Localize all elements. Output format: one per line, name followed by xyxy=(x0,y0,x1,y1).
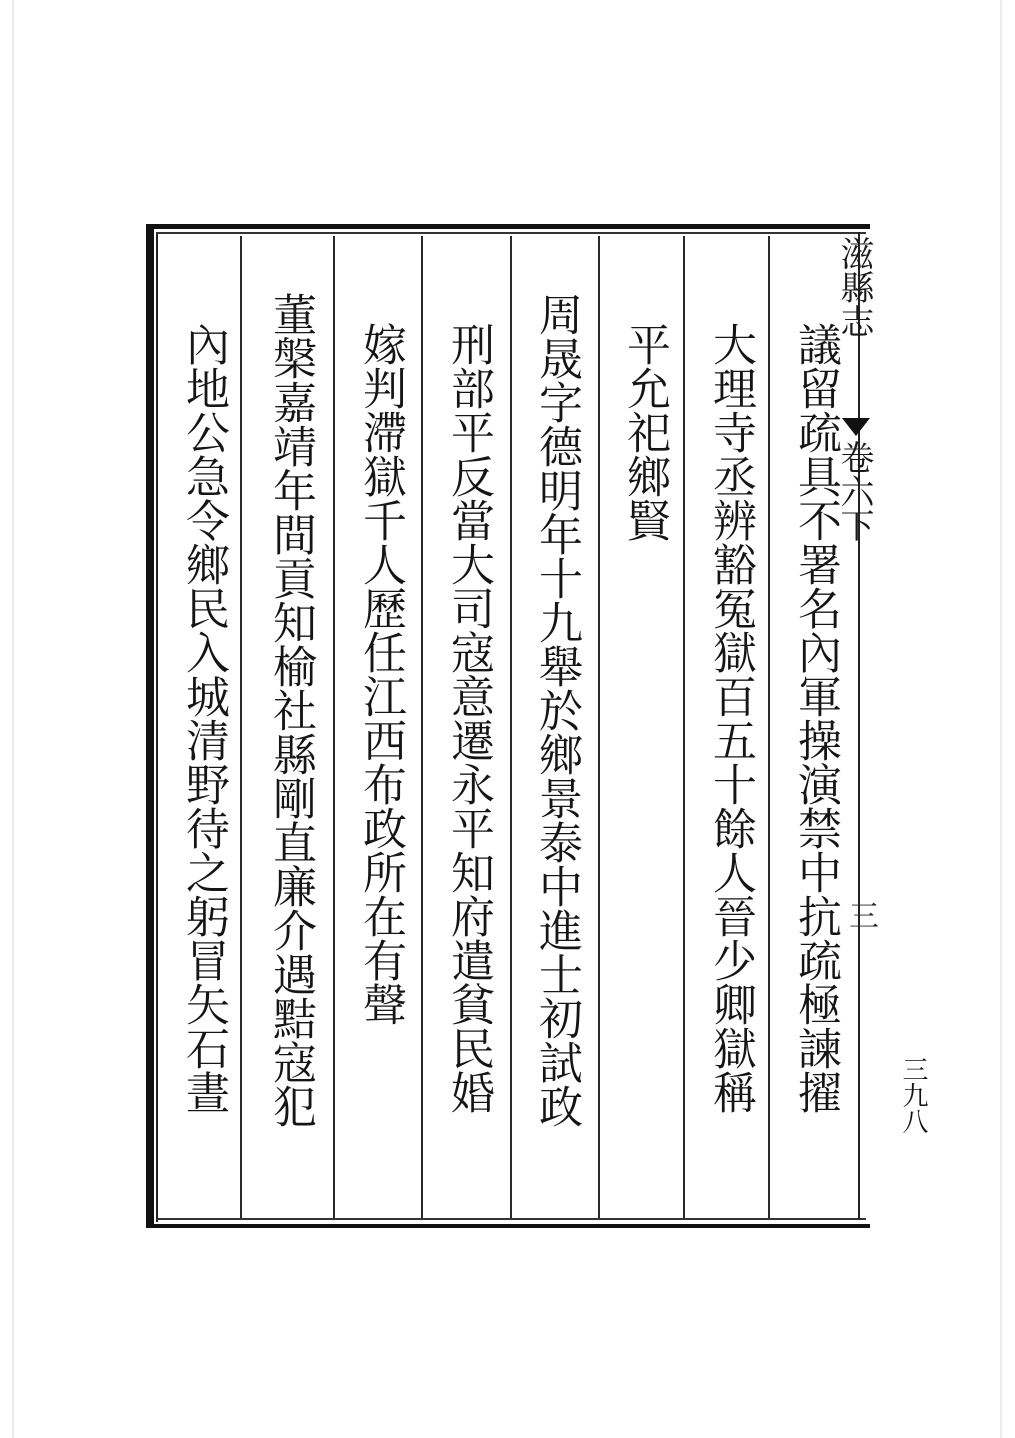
column-rule xyxy=(240,236,242,1218)
text-column-3: 平允祀鄉賢 xyxy=(619,322,670,542)
text-column-5: 刑部平反當大司寇意遷永平知府遣貧民婚 xyxy=(443,322,494,1114)
scan-edge-right xyxy=(1000,0,1002,1438)
frame-inner-left-line xyxy=(156,232,158,1222)
text-column-6: 嫁判滯獄千人歷任江西布政所在有聲 xyxy=(355,322,406,1026)
frame-inner-top-line xyxy=(156,232,866,234)
text-column-2: 大理寺丞辨豁冤獄百五十餘人晉少卿獄稱 xyxy=(705,322,756,1114)
text-column-8: 內地公急令鄉民入城清野待之躬冒矢石晝 xyxy=(178,322,229,1114)
page-frame xyxy=(146,224,870,1228)
text-column-4: 周晟字德明年十九舉於鄉景泰中進士初試政 xyxy=(531,292,582,1128)
text-column-7: 董槃嘉靖年間貢知榆社縣剛直廉介遇黠寇犯 xyxy=(265,292,316,1128)
column-rule xyxy=(510,236,512,1218)
column-rule xyxy=(598,236,600,1218)
column-rule xyxy=(683,236,685,1218)
text-column-1: 議留疏具不署名內軍操演禁中抗疏極諫擢 xyxy=(790,322,841,1114)
margin-book-title: 滋縣志 xyxy=(834,236,874,338)
margin-volume: 卷六下 xyxy=(834,440,874,542)
column-rule xyxy=(421,236,423,1218)
margin-folio: 三 xyxy=(843,900,878,930)
frame-inner-bottom-line xyxy=(156,1218,866,1220)
column-rule xyxy=(333,236,335,1218)
column-rule xyxy=(768,236,770,1218)
fishtail-icon xyxy=(842,418,870,436)
page-number: 三九八 xyxy=(898,1056,928,1134)
scan-edge-left xyxy=(12,0,14,1438)
margin-divider-line xyxy=(858,232,860,1220)
